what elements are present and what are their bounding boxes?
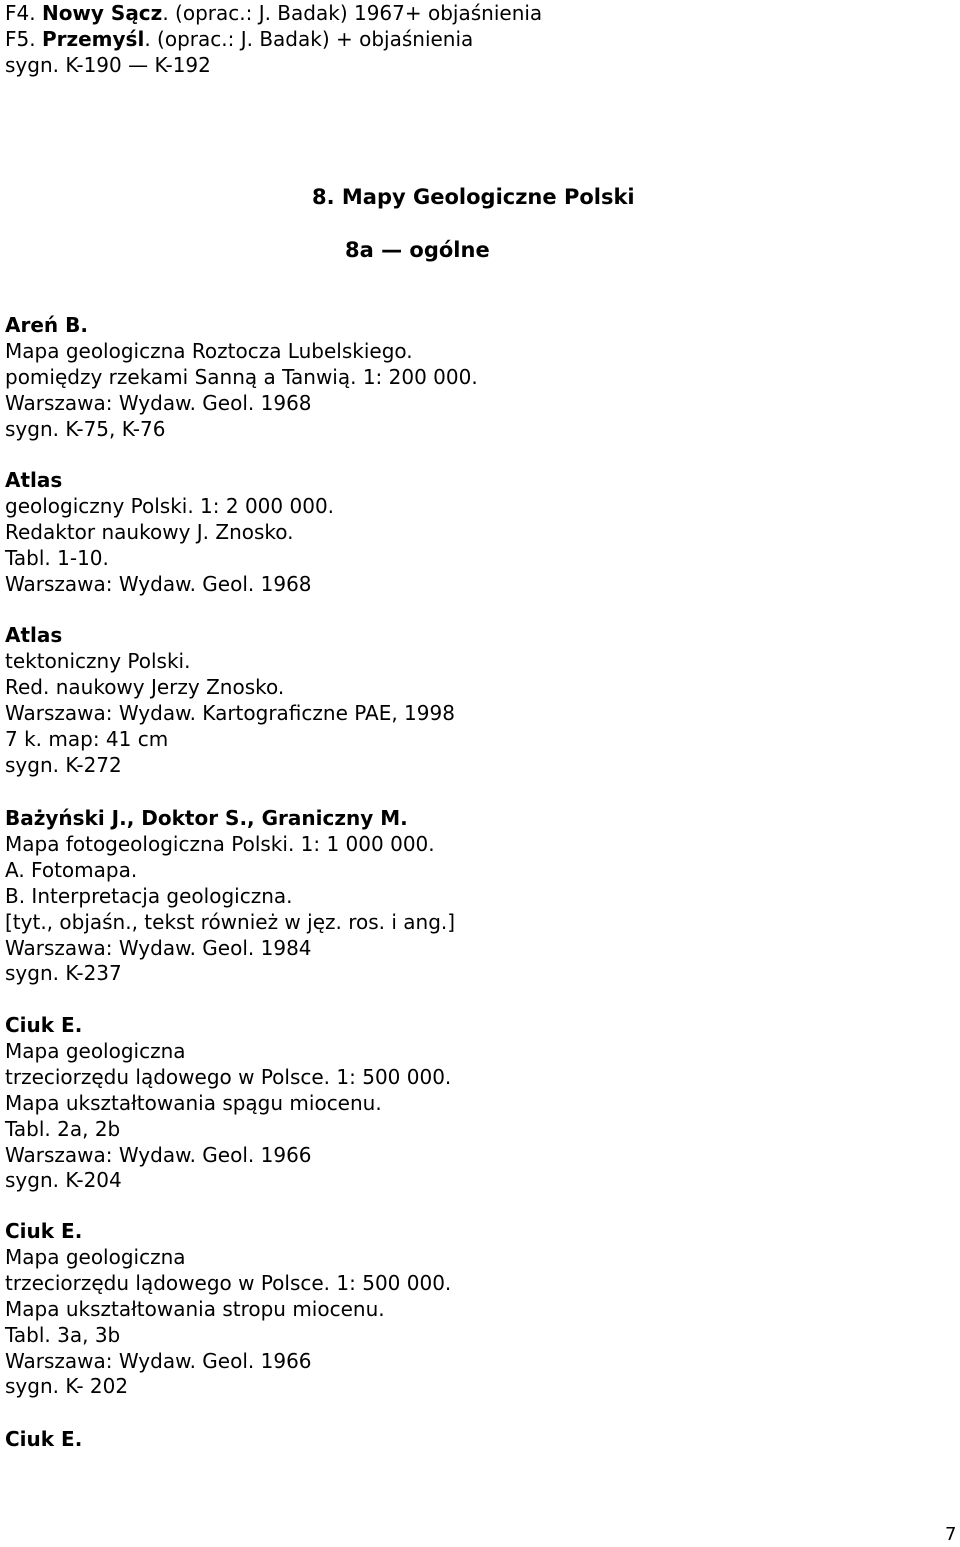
entry-line: sygn. K-75, K-76 (5, 416, 166, 441)
page-number: 7 (945, 1524, 957, 1545)
entry-line: trzeciorzędu lądowego w Polsce. 1: 500 000. (5, 1064, 452, 1089)
entry-line: Warszawa: Wydaw. Geol. 1966 (5, 1348, 312, 1373)
entry-line: Warszawa: Wydaw. Kartograficzne PAE, 1998 (5, 700, 455, 725)
header-line-f5: F5. Przemyśl. (oprac.: J. Badak) + objaśnienia (5, 27, 474, 51)
entry-line: Mapa ukształtowania spągu miocenu. (5, 1090, 382, 1115)
subsection-title: 8a — ogólne (345, 238, 490, 262)
entry-line: Mapa fotogeologiczna Polski. 1: 1 000 000. (5, 831, 435, 856)
entry-line: Warszawa: Wydaw. Geol. 1968 (5, 390, 312, 415)
header-sygn: sygn. K-190 — K-192 (5, 53, 211, 77)
entry-line: sygn. K- 202 (5, 1374, 129, 1399)
entry-author: Bażyński J., Doktor S., Graniczny M. (5, 806, 408, 830)
entry-line: trzeciorzędu lądowego w Polsce. 1: 500 000. (5, 1270, 452, 1295)
entry-author: Ciuk E. (5, 1427, 83, 1451)
entry-line: Mapa ukształtowania stropu miocenu. (5, 1296, 385, 1321)
section-title: 8. Mapy Geologiczne Polski (312, 185, 635, 209)
entry-line: Mapa geologiczna Roztocza Lubelskiego. (5, 338, 413, 363)
entry-author: Atlas (5, 623, 63, 647)
entry-author: Atlas (5, 468, 63, 492)
entry-line: 7 k. map: 41 cm (5, 726, 169, 751)
entry-line: Tabl. 2a, 2b (5, 1116, 121, 1141)
entry-line: Mapa geologiczna (5, 1244, 186, 1269)
entry-line: Redaktor naukowy J. Znosko. (5, 519, 294, 544)
entry-line: tektoniczny Polski. (5, 648, 191, 673)
city-przemysl: Przemyśl (41, 27, 145, 51)
entry-line: pomiędzy rzekami Sanną a Tanwią. 1: 200 000. (5, 364, 478, 389)
entry-line: Warszawa: Wydaw. Geol. 1968 (5, 571, 312, 596)
entry-line: [tyt., objaśn., tekst również w jęz. ros. i ang.] (5, 909, 456, 934)
entry-author: Ciuk E. (5, 1013, 83, 1037)
entry-line: sygn. K-237 (5, 961, 122, 986)
entry-line: B. Interpretacja geologiczna. (5, 883, 293, 908)
entry-line: Mapa geologiczna (5, 1038, 186, 1063)
entry-line: Red. naukowy Jerzy Znosko. (5, 674, 285, 699)
entry-line: A. Fotomapa. (5, 857, 138, 882)
entry-line: sygn. K-204 (5, 1168, 122, 1193)
header-line-f4: F4. Nowy Sącz. (oprac.: J. Badak) 1967+ objaśnienia (5, 1, 543, 25)
entry-line: Tabl. 1-10. (5, 545, 109, 570)
entry-line: Warszawa: Wydaw. Geol. 1966 (5, 1142, 312, 1167)
entry-line: sygn. K-272 (5, 752, 122, 777)
entry-author: Areń B. (5, 313, 88, 337)
entry-line: Tabl. 3a, 3b (5, 1322, 121, 1347)
entry-line: Warszawa: Wydaw. Geol. 1984 (5, 935, 312, 960)
entry-author: Ciuk E. (5, 1219, 83, 1243)
city-nowy-sacz: Nowy Sącz (41, 1, 163, 25)
entry-line: geologiczny Polski. 1: 2 000 000. (5, 493, 335, 518)
